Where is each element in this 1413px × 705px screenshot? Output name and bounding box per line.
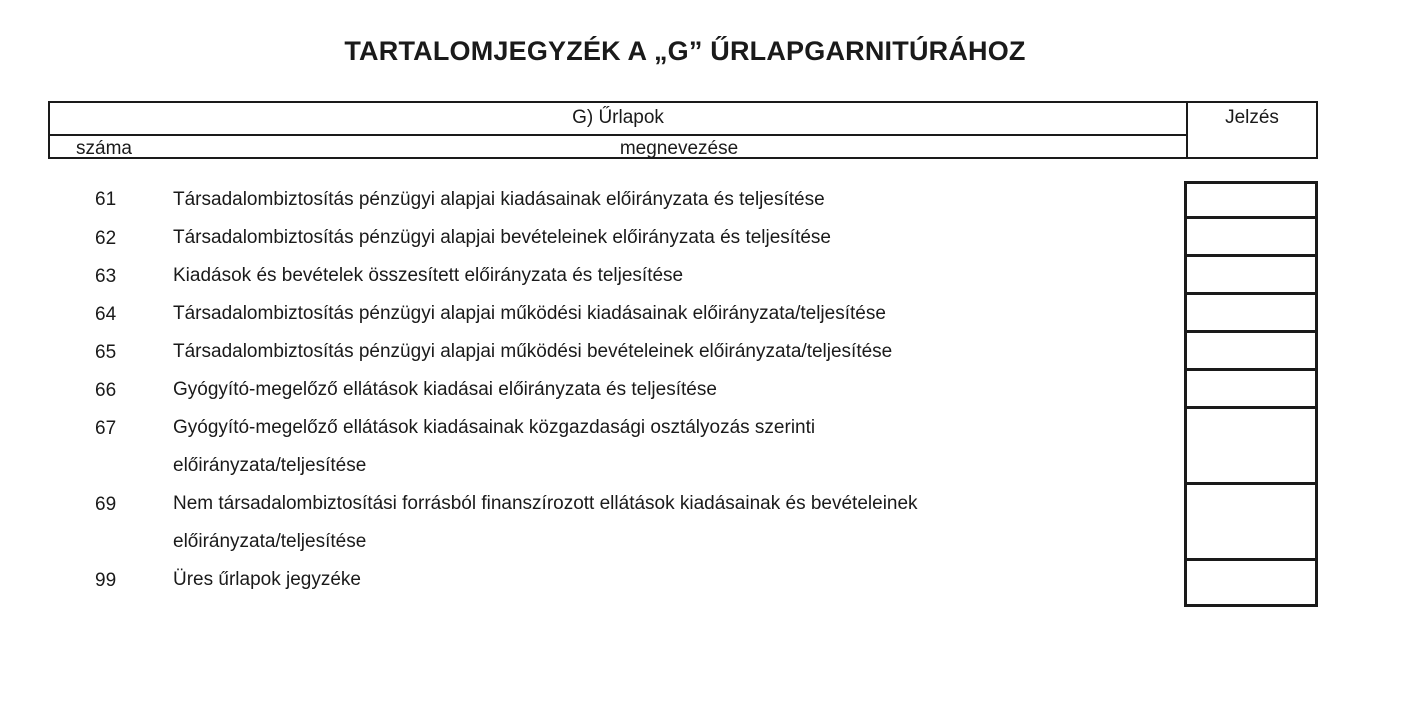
mark-checkbox[interactable]	[1184, 333, 1318, 371]
header-table	[48, 101, 1318, 159]
form-name: Üres űrlapok jegyzéke	[173, 569, 361, 590]
header-col-number: száma	[76, 138, 132, 159]
mark-checkbox[interactable]	[1184, 561, 1318, 607]
form-number: 69	[95, 494, 117, 515]
form-number: 65	[95, 342, 117, 363]
header-col-mark: Jelzés	[1225, 107, 1279, 128]
form-name: Nem társadalombiztosítási forrásból finanszírozott ellátások kiadásainak és bevételeinek előirányzata/teljesítése	[173, 493, 918, 552]
form-number: 63	[95, 266, 117, 287]
mark-checkbox[interactable]	[1184, 371, 1318, 409]
form-name: Gyógyító-megelőző ellátások kiadásainak közgazdasági osztályozás szerinti előirányzata/teljesítése	[173, 417, 816, 476]
mark-checkbox[interactable]	[1184, 181, 1318, 219]
form-number: 61	[95, 189, 117, 210]
page-title: TARTALOMJEGYZÉK A „G” ŰRLAPGARNITÚRÁHOZ	[344, 36, 1026, 66]
form-name: Társadalombiztosítás pénzügyi alapjai működési kiadásainak előirányzata/teljesítése	[173, 303, 886, 324]
form-name: Társadalombiztosítás pénzügyi alapjai kiadásainak előirányzata és teljesítése	[173, 189, 825, 210]
form-name: Kiadások és bevételek összesített előirányzata és teljesítése	[173, 265, 684, 286]
form-number: 99	[95, 570, 117, 591]
form-number: 62	[95, 228, 117, 249]
mark-checkbox[interactable]	[1184, 219, 1318, 257]
form-number: 64	[95, 304, 117, 325]
mark-checkbox[interactable]	[1184, 485, 1318, 561]
header-divider-horizontal	[50, 134, 1186, 136]
mark-checkbox[interactable]	[1184, 295, 1318, 333]
header-group-label: G) Űrlapok	[572, 107, 664, 128]
form-name: Társadalombiztosítás pénzügyi alapjai bevételeinek előirányzata és teljesítése	[173, 227, 831, 248]
form-name: Gyógyító-megelőző ellátások kiadásai előirányzata és teljesítése	[173, 379, 717, 400]
form-name: Társadalombiztosítás pénzügyi alapjai működési bevételeinek előirányzata/teljesítése	[173, 341, 893, 362]
header-col-name: megnevezése	[619, 138, 739, 159]
mark-checkbox[interactable]	[1184, 257, 1318, 295]
mark-checkbox[interactable]	[1184, 409, 1318, 485]
form-number: 67	[95, 418, 117, 439]
form-number: 66	[95, 380, 117, 401]
